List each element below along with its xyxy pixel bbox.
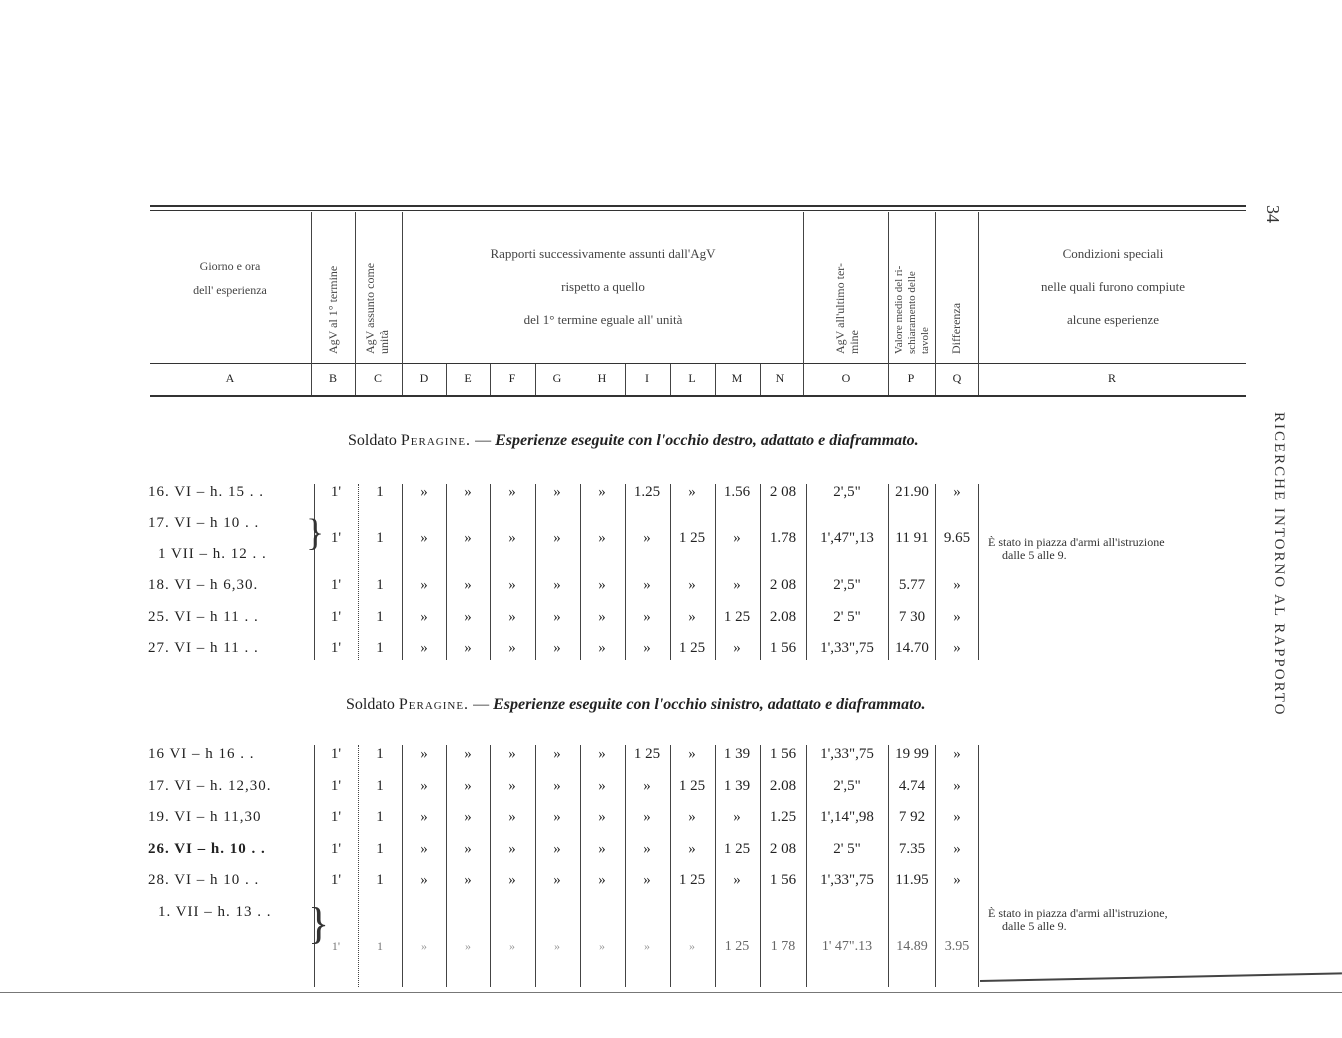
col-letter-e: E (464, 371, 472, 385)
row-date: 26. VI – h. 10 . . (148, 841, 266, 857)
letter-divider (670, 364, 671, 395)
cell-h: » (598, 872, 606, 888)
cell-g: » (553, 577, 561, 593)
body-divider (978, 745, 979, 987)
col-r-header-line: nelle quali furono compiute (1040, 279, 1186, 294)
page-bottom-edge (0, 992, 1342, 993)
letter-divider (715, 364, 716, 395)
cell-e: » (464, 530, 472, 546)
cell-e: » (465, 939, 471, 953)
cell-o: 1',14",98 (820, 809, 874, 825)
cell-o: 2',5" (833, 577, 861, 593)
row-note-line: È stato in piazza d'armi all'istruzione (988, 535, 1165, 549)
running-head: RICERCHE INTORNO AL RAPPORTO (1271, 412, 1287, 717)
cell-n: 2 08 (769, 484, 797, 500)
cell-m: 1.56 (723, 484, 751, 500)
cell-l: » (688, 609, 696, 625)
brace-icon: } (308, 899, 330, 948)
cell-q: » (953, 809, 961, 825)
col-letter-p: P (907, 371, 915, 385)
cell-e: » (464, 746, 472, 762)
cell-d: » (420, 872, 428, 888)
cell-n: 1 56 (769, 746, 797, 762)
cell-n: 2.08 (769, 778, 797, 794)
body-divider (806, 484, 807, 660)
col-c-header-line1: AgV assunto come (363, 262, 377, 354)
cell-g: » (553, 530, 561, 546)
col-a-header-line: Giorno e ora (199, 259, 261, 273)
cell-i: 1.25 (633, 484, 661, 500)
col-letter-a: A (225, 371, 235, 385)
cell-h: » (598, 746, 606, 762)
brace-icon: } (306, 512, 325, 554)
cell-m: 1 25 (723, 841, 751, 857)
row-note-line: dalle 5 alle 9. (1002, 548, 1067, 562)
col-p-header-line3: tavole (919, 327, 931, 354)
col-letter-l: L (688, 371, 696, 385)
cell-l: 1 25 (678, 640, 706, 656)
cell-m: 1 25 (723, 609, 751, 625)
cell-b: 1' (330, 778, 342, 794)
section-title-name: Peragine. (398, 696, 470, 713)
cell-g: » (553, 872, 561, 888)
col-letter-d: D (419, 371, 429, 385)
body-divider (670, 745, 671, 987)
row-note (988, 536, 1165, 562)
cell-c: 1 (376, 609, 384, 625)
letter-divider (490, 364, 491, 395)
body-divider (888, 484, 889, 660)
cell-o: 2' 5" (833, 841, 861, 857)
col-dn-header-line: rispetto a quello (561, 279, 645, 294)
cell-p: 14.89 (896, 939, 928, 954)
row-date: 16. VI – h. 15 . . (148, 484, 265, 500)
cell-b: 1' (330, 746, 342, 762)
cell-g: » (553, 640, 561, 656)
cell-n: 2 08 (769, 577, 797, 593)
cell-f: » (508, 746, 516, 762)
cell-p: 4.74 (898, 778, 926, 794)
body-divider (760, 484, 761, 660)
cell-h: » (598, 484, 606, 500)
header-divider (935, 212, 936, 395)
section-title-prefix: Soldato (348, 432, 397, 449)
body-divider (935, 484, 936, 660)
col-a-header (150, 254, 310, 302)
row-date: 17. VI – h. 12,30. (148, 778, 272, 794)
cell-i: » (643, 872, 651, 888)
cell-o: 1',47",13 (820, 530, 874, 546)
cell-l: » (688, 841, 696, 857)
cell-d: » (420, 841, 428, 857)
section-title-italic: Esperienze eseguite con l'occhio sinistro, adattato e diaframmato. (493, 696, 926, 713)
cell-o: 1' 47".13 (821, 939, 873, 954)
cell-d: » (420, 778, 428, 794)
cell-i: » (643, 577, 651, 593)
cell-m: 1 39 (723, 746, 751, 762)
body-divider (625, 484, 626, 660)
body-divider (625, 745, 626, 987)
col-r-header-line: alcune esperienze (1066, 312, 1160, 327)
cell-c: 1 (376, 841, 384, 857)
col-o-header-line1: AgV all'ultimo ter- (833, 262, 847, 354)
section-title-dash: — (473, 696, 490, 713)
cell-g: » (554, 939, 560, 953)
body-divider (580, 484, 581, 660)
body-divider (580, 745, 581, 987)
cell-e: » (464, 484, 472, 500)
body-divider (358, 745, 359, 987)
cell-h: » (598, 609, 606, 625)
header-top-rule-thin (150, 210, 1246, 211)
section-title-name: Peragine. (400, 432, 472, 449)
cell-p: 5.77 (898, 577, 926, 593)
col-b-header: AgV al 1° termine (326, 265, 340, 354)
cell-l: » (689, 939, 695, 953)
body-divider (535, 484, 536, 660)
header-mid-rule (150, 363, 1246, 364)
cell-o: 2',5" (833, 484, 861, 500)
body-divider (446, 745, 447, 987)
cell-l: » (688, 484, 696, 500)
cell-e: » (464, 778, 472, 794)
cell-p: 14.70 (895, 640, 929, 656)
cell-c: 1 (376, 809, 384, 825)
col-letter-o: O (841, 371, 851, 385)
cell-l: 1 25 (678, 778, 706, 794)
cell-g: » (553, 841, 561, 857)
cell-m: 1 25 (724, 939, 750, 954)
row-date: 18. VI – h 6,30. (148, 577, 259, 593)
row-note-line: È stato in piazza d'armi all'istruzione, (988, 906, 1168, 920)
cell-n: 1 56 (769, 640, 797, 656)
cell-g: » (553, 746, 561, 762)
cell-h: » (598, 778, 606, 794)
cell-o: 2',5" (833, 778, 861, 794)
body-divider (978, 484, 979, 660)
cell-i: » (643, 778, 651, 794)
cell-b: 1' (330, 530, 342, 546)
col-dn-header-line: Rapporti successivamente assunti dall'AgV (490, 246, 716, 261)
cell-p: 7 92 (898, 809, 926, 825)
header-divider (888, 212, 889, 395)
cell-q: » (953, 872, 961, 888)
row-date: 25. VI – h 11 . . (148, 609, 259, 625)
cell-f: » (508, 841, 516, 857)
cell-f: » (508, 530, 516, 546)
header-top-rule (150, 205, 1246, 207)
cell-m: » (733, 809, 741, 825)
section-title (348, 432, 919, 450)
cell-e: » (464, 609, 472, 625)
row-date: 28. VI – h 10 . . (148, 872, 260, 888)
cell-b: 1' (330, 872, 342, 888)
cell-g: » (553, 609, 561, 625)
col-o-header-line2: mine (847, 330, 861, 354)
body-divider (490, 484, 491, 660)
cell-p: 11.95 (895, 872, 929, 888)
cell-m: » (733, 577, 741, 593)
body-divider (402, 745, 403, 987)
col-letter-f: F (508, 371, 516, 385)
body-divider (715, 484, 716, 660)
cell-i: » (643, 640, 651, 656)
cell-q: » (953, 484, 961, 500)
col-a-header-line: dell' esperienza (193, 283, 267, 297)
cell-f: » (508, 640, 516, 656)
cell-l: 1 25 (678, 872, 706, 888)
body-divider (935, 745, 936, 987)
cell-l: 1 25 (678, 530, 706, 546)
cell-f: » (508, 484, 516, 500)
cell-p: 11 91 (895, 530, 929, 546)
cell-h: » (598, 640, 606, 656)
cell-d: » (420, 809, 428, 825)
cell-o: 1',33",75 (820, 746, 874, 762)
cell-f: » (509, 939, 515, 953)
cell-c: 1 (376, 746, 384, 762)
col-p-header-line2: schiaramento delle (906, 271, 918, 354)
cell-b: 1' (330, 609, 342, 625)
cell-c: 1 (376, 530, 384, 546)
cell-q: » (953, 778, 961, 794)
body-divider (446, 484, 447, 660)
body-divider (535, 745, 536, 987)
cell-e: » (464, 841, 472, 857)
cell-n: 1 56 (769, 872, 797, 888)
letter-divider (625, 364, 626, 395)
cell-m: 1 39 (723, 778, 751, 794)
header-divider (402, 212, 403, 395)
cell-d: » (420, 484, 428, 500)
row-date: 16 VI – h 16 . . (148, 746, 255, 762)
header-divider (978, 212, 979, 395)
cell-d: » (420, 640, 428, 656)
cell-c: 1 (376, 484, 384, 500)
col-letter-h: H (597, 371, 607, 385)
body-divider (760, 745, 761, 987)
cell-n: 2.08 (769, 609, 797, 625)
row-note (988, 907, 1168, 933)
cell-p: 7.35 (898, 841, 926, 857)
cell-i: » (644, 939, 650, 953)
row-note-line: dalle 5 alle 9. (1002, 919, 1067, 933)
cell-l: » (688, 746, 696, 762)
cell-h: » (598, 841, 606, 857)
cell-q: » (953, 841, 961, 857)
cell-b: 1' (330, 577, 342, 593)
cell-c: 1 (376, 778, 384, 794)
cell-p: 19 99 (895, 746, 929, 762)
cell-e: » (464, 640, 472, 656)
letter-divider (446, 364, 447, 395)
row-date: 27. VI – h 11 . . (148, 640, 259, 656)
cell-o: 1',33",75 (820, 872, 874, 888)
col-letter-r: R (1107, 371, 1116, 385)
body-divider (358, 484, 359, 660)
cell-d: » (420, 609, 428, 625)
col-r-header (980, 237, 1246, 336)
cell-i: 1 25 (633, 746, 661, 762)
body-divider (806, 745, 807, 987)
row-date: 17. VI – h 10 . . (148, 515, 260, 531)
cell-b: 1' (331, 939, 341, 953)
cell-h: » (598, 530, 606, 546)
row-date: 19. VI – h 11,30 (148, 809, 262, 825)
cell-i: » (643, 609, 651, 625)
cell-i: » (643, 841, 651, 857)
cell-f: » (508, 872, 516, 888)
col-q-header: Differenza (949, 302, 963, 354)
header-divider (355, 212, 356, 395)
col-letter-q: Q (952, 371, 962, 385)
cell-q: » (953, 640, 961, 656)
col-c-header-line2: unità (377, 330, 391, 354)
cell-o: 2' 5" (833, 609, 861, 625)
section-title-prefix: Soldato (346, 696, 395, 713)
cell-m: » (733, 640, 741, 656)
body-divider (670, 484, 671, 660)
cell-q: » (953, 609, 961, 625)
body-divider (715, 745, 716, 987)
cell-q: » (953, 577, 961, 593)
cell-c: 1 (377, 939, 383, 953)
page-number: 34 (1263, 205, 1283, 223)
cell-g: » (553, 778, 561, 794)
cell-e: » (464, 809, 472, 825)
cell-o: 1',33",75 (820, 640, 874, 656)
cell-i: » (643, 809, 651, 825)
cell-e: » (464, 872, 472, 888)
col-p-header-line1: Valore medio del ri- (893, 265, 905, 354)
header-divider (311, 212, 312, 395)
cell-b: 1' (330, 640, 342, 656)
cell-b: 1' (330, 809, 342, 825)
cell-c: 1 (376, 872, 384, 888)
cell-m: » (733, 530, 741, 546)
cell-d: » (420, 577, 428, 593)
row-date: 1. VII – h. 13 . . (158, 904, 272, 920)
cell-b: 1' (330, 484, 342, 500)
header-divider (803, 212, 804, 395)
col-letter-m: M (731, 371, 743, 385)
col-r-header-line: Condizioni speciali (1062, 246, 1164, 261)
cell-g: » (553, 809, 561, 825)
col-letter-g: G (552, 371, 562, 385)
cell-n: 1.78 (769, 530, 797, 546)
cell-b: 1' (330, 841, 342, 857)
cell-d: » (421, 939, 427, 953)
col-letter-n: N (775, 371, 785, 385)
cell-q: 9.65 (943, 530, 971, 546)
cell-f: » (508, 778, 516, 794)
cell-f: » (508, 577, 516, 593)
page-curl-edge (980, 972, 1342, 982)
body-divider (490, 745, 491, 987)
col-letter-b: B (328, 371, 337, 385)
cell-m: » (733, 872, 741, 888)
section-title-italic: Esperienze eseguite con l'occhio destro, adattato e diaframmato. (495, 432, 919, 449)
header-bottom-rule (150, 395, 1246, 397)
cell-l: » (688, 577, 696, 593)
section-title-dash: — (475, 432, 492, 449)
letter-divider (535, 364, 536, 395)
body-divider (314, 745, 315, 987)
body-divider (888, 745, 889, 987)
cell-h: » (598, 577, 606, 593)
cell-q: » (953, 746, 961, 762)
cell-e: » (464, 577, 472, 593)
cell-c: 1 (376, 577, 384, 593)
body-divider (402, 484, 403, 660)
row-date-2: 1 VII – h. 12 . . (158, 546, 267, 562)
cell-h: » (598, 809, 606, 825)
cell-f: » (508, 809, 516, 825)
cell-f: » (508, 609, 516, 625)
cell-l: » (688, 809, 696, 825)
col-letter-c: C (373, 371, 382, 385)
body-divider (314, 484, 315, 660)
cell-c: 1 (376, 640, 384, 656)
cell-h: » (599, 939, 605, 953)
col-dn-header (404, 237, 802, 336)
cell-q: 3.95 (944, 939, 970, 954)
cell-n: 1.25 (769, 809, 797, 825)
cell-d: » (420, 746, 428, 762)
cell-p: 7 30 (898, 609, 926, 625)
section-title (346, 696, 926, 714)
cell-p: 21.90 (895, 484, 929, 500)
col-dn-header-line: del 1° termine eguale all' unità (523, 312, 683, 327)
cell-i: » (643, 530, 651, 546)
col-letter-i: I (645, 371, 649, 385)
cell-d: » (420, 530, 428, 546)
cell-g: » (553, 484, 561, 500)
cell-n: 1 78 (770, 939, 796, 954)
cell-n: 2 08 (769, 841, 797, 857)
